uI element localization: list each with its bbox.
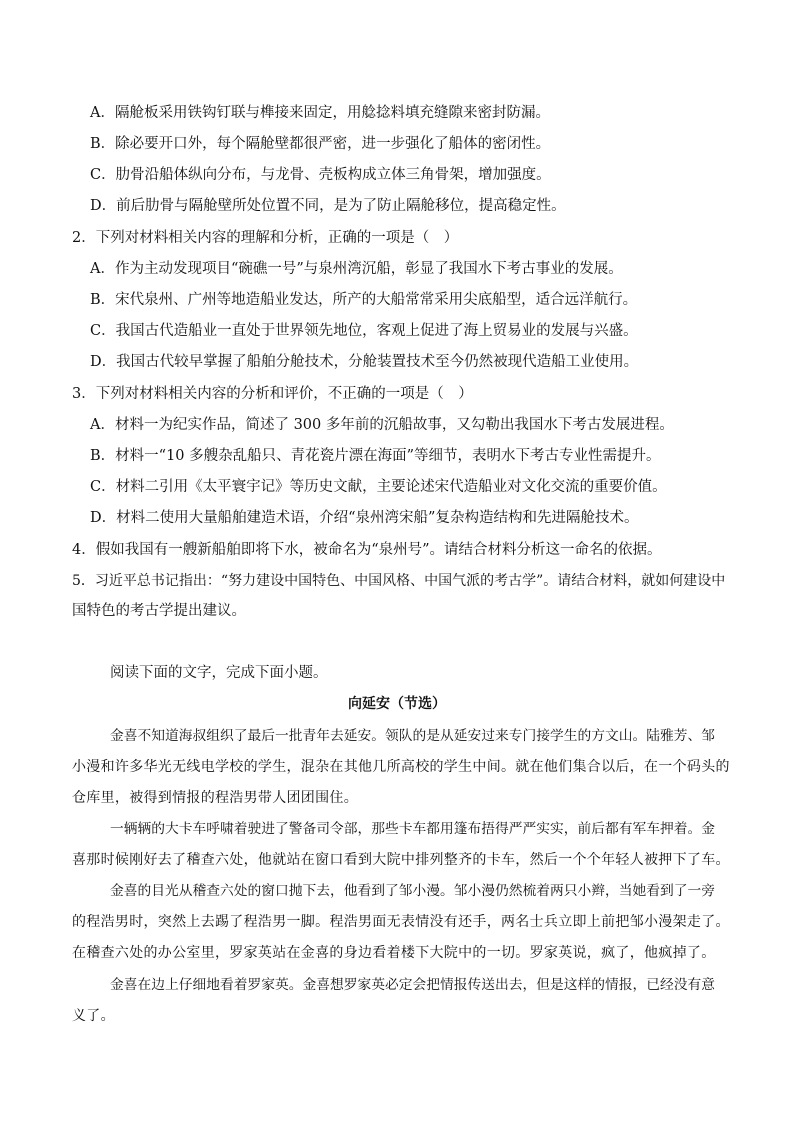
q2-option-b: B．宋代泉州、广州等地造船业发达，所产的大船常常采用尖底船型，适合远洋航行。 xyxy=(90,292,638,308)
paragraph-1-line-1: 金喜不知道海叔组织了最后一批青年去延安。领队的是从延安过来专门接学生的方文山。陆雅芳、邹 xyxy=(110,728,716,744)
q1-option-d: D．前后肋骨与隔舱壁所处位置不同，是为了防止隔舱移位，提高稳定性。 xyxy=(90,198,566,214)
q2-option-c: C．我国古代造船业一直处于世界领先地位，客观上促进了海上贸易业的发展与兴盛。 xyxy=(90,323,638,339)
q2-option-a: A．作为主动发现项目“碗礁一号”与泉州湾沉船，彰显了我国水下考古事业的发展。 xyxy=(90,261,623,277)
q1-option-b: B．除必要开口外，每个隔舱壁都很严密，进一步强化了船体的密闭性。 xyxy=(90,136,551,152)
paragraph-4-line-1: 金喜在边上仔细地看着罗家英。金喜想罗家英必定会把情报传送出去，但是这样的情报，已经没有意 xyxy=(110,977,716,993)
question-4: 4．假如我国有一艘新船舶即将下水，被命名为“泉州号”。请结合材料分析这一命名的依据。 xyxy=(72,542,662,558)
paragraph-3-line-2: 的程浩男时，突然上去踢了程浩男一脚。程浩男面无表情没有还手，两名士兵立即上前把邹小漫架走了。 xyxy=(72,914,730,930)
q3-option-c: C．材料二引用《太平寰宇记》等历史文献，主要论述宋代造船业对文化交流的重要价值。 xyxy=(90,479,667,495)
q1-option-a: A．隔舱板采用铁钩钉联与榫接来固定，用艌捻料填充缝隙来密封防漏。 xyxy=(90,105,550,121)
question-2-stem: 2．下列对材料相关内容的理解和分析，正确的一项是（ ） xyxy=(72,230,459,246)
q3-option-d: D．材料二使用大量船舶建造术语，介绍“泉州湾宋船”复杂构造结构和先进隔舱技术。 xyxy=(90,510,639,526)
paragraph-1-line-3: 仓库里，被得到情报的程浩男带人团团围住。 xyxy=(72,790,358,806)
paragraph-3-line-3: 在稽查六处的办公室里，罗家英站在金喜的身边看着楼下大院中的一切。罗家英说，疯了，他疯掉了。 xyxy=(72,945,716,961)
paragraph-4-line-2: 义了。 xyxy=(72,1008,115,1024)
question-5-line-1: 5．习近平总书记指出：“努力建设中国特色、中国风格、中国气派的考古学”。请结合材料，就如何建设中 xyxy=(72,573,726,589)
reading-instruction: 阅读下面的文字，完成下面小题。 xyxy=(110,665,328,681)
q2-option-d: D．我国古代较早掌握了船舶分舱技术，分舱装置技术至今仍然被现代造船工业使用。 xyxy=(90,354,639,370)
paragraph-2-line-2: 喜那时候刚好去了稽查六处，他就站在窗口看到大院中排列整齐的卡车，然后一个个年轻人被押下了车。 xyxy=(72,852,730,868)
q1-option-c: C．肋骨沿船体纵向分布，与龙骨、壳板构成立体三角骨架，增加强度。 xyxy=(90,167,551,183)
passage-title: 向延安（节选） xyxy=(348,696,446,712)
question-3-stem: 3．下列对材料相关内容的分析和评价，不正确的一项是（ ） xyxy=(72,386,473,402)
q3-option-a: A．材料一为纪实作品，简述了 300 多年前的沉船故事，又勾勒出我国水下考古发展进程。 xyxy=(90,417,674,433)
question-5-line-2: 国特色的考古学提出建议。 xyxy=(72,603,246,619)
q3-option-b: B．材料一“10 多艘杂乱船只、青花瓷片漂在海面”等细节，表明水下考古专业性需提升。 xyxy=(90,448,661,464)
paragraph-1-line-2: 小漫和许多华光无线电学校的学生，混杂在其他几所高校的学生中间。就在他们集合以后，在一个码头的 xyxy=(72,759,730,775)
paragraph-2-line-1: 一辆辆的大卡车呼啸着驶进了警备司令部，那些卡车都用篷布捂得严严实实，前后都有军车押着。金 xyxy=(110,821,716,837)
paragraph-3-line-1: 金喜的目光从稽查六处的窗口抛下去，他看到了邹小漫。邹小漫仍然梳着两只小辫，当她看到了一旁 xyxy=(110,883,716,899)
